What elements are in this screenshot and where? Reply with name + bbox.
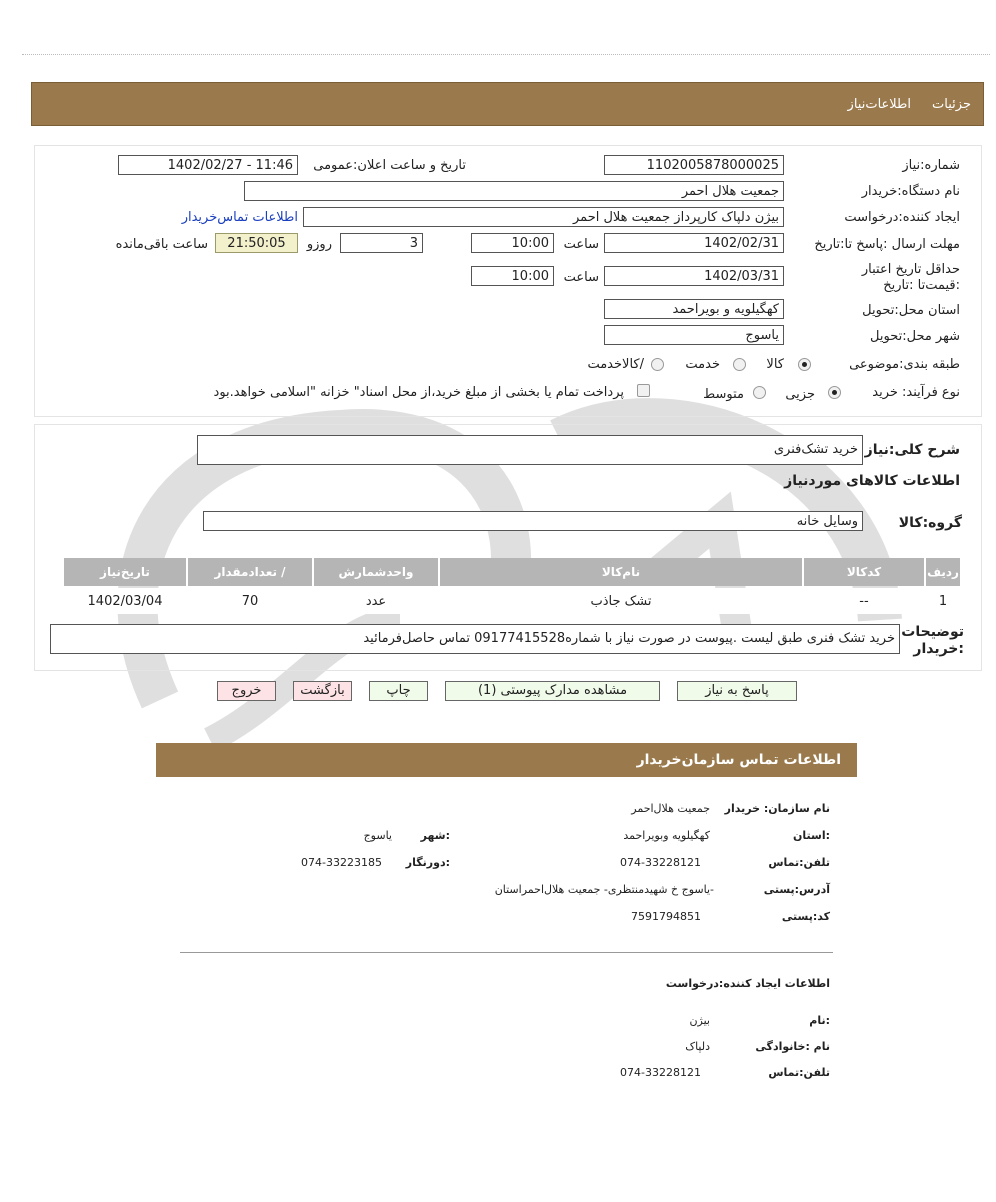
process-medium-radio[interactable] [753, 386, 766, 399]
requester-name-label: :نام [809, 1014, 830, 1027]
contact-address-value: -یاسوج خ شهیدمنتظری- جمعیت هلال‌احمراستان [494, 883, 714, 896]
requester-phone-label: تلفن:تماس [768, 1066, 830, 1079]
contact-postal-label: کد:پستی [781, 910, 830, 923]
category-goods-label: کالا [766, 357, 784, 372]
need-number-label: شماره:نیاز [902, 158, 960, 173]
contact-org-label: نام سازمان: خریدار [724, 802, 830, 815]
tab-need-info[interactable]: اطلاعات‌نیاز [847, 97, 911, 112]
validity-label: حداقل تاریخ اعتبار :قیمت‌تا :تاریخ [861, 262, 960, 293]
buyer-org-label: نام دستگاه:خریدار [861, 184, 960, 199]
requester-phone-value: 074-33228121 [620, 1066, 701, 1079]
creator-field: بیژن دلپاک کارپرداز جمعیت هلال احمر [303, 207, 784, 227]
cell-code: -- [804, 588, 924, 614]
need-number-field: 1102005878000025 [604, 155, 784, 175]
goods-table [62, 556, 962, 616]
province-label: استان محل:تحویل [862, 303, 960, 318]
treasury-payment-checkbox[interactable] [637, 384, 650, 397]
back-button[interactable]: بازگشت [293, 681, 352, 701]
exit-button[interactable]: خروج [217, 681, 276, 701]
col-row-header: ردیف [926, 558, 960, 586]
requester-title: اطلاعات ایجاد کننده:درخواست [665, 977, 830, 990]
contact-postal-value: 7591794851 [631, 910, 701, 923]
validity-date-field: 1402/03/31 [604, 266, 784, 286]
contact-province-label: :استان [793, 829, 830, 842]
cell-unit: عدد [314, 588, 438, 614]
contact-phone-label: تلفن:تماس [768, 856, 830, 869]
col-qty-header: / تعدادمقدار [188, 558, 312, 586]
goods-group-label: گروه:کالا [898, 515, 962, 531]
remaining-timer: 21:50:05 [215, 233, 298, 253]
buyer-contact-link[interactable]: اطلاعات تماس‌خریدار [181, 210, 298, 225]
contact-fax-label: :دورنگار [405, 856, 450, 869]
page-header [31, 82, 984, 126]
deadline-time-label: ساعت [563, 237, 599, 252]
deadline-date-field: 1402/02/31 [604, 233, 784, 253]
validity-time-field: 10:00 [471, 266, 554, 286]
top-divider [22, 54, 990, 55]
category-both-label: /کالاخدمت [587, 357, 644, 372]
contact-header [156, 743, 857, 777]
cell-row: 1 [926, 588, 960, 614]
contact-fax-value: 074-33223185 [301, 856, 382, 869]
tab-details[interactable]: جزئیات [932, 97, 971, 112]
col-code-header: کدکالا [804, 558, 924, 586]
contact-address-label: آدرس:پستی [763, 883, 830, 896]
process-partial-radio[interactable] [828, 386, 841, 399]
category-label: طبقه بندی:موضوعی [849, 357, 960, 372]
general-desc-field: خرید تشک‌فنری [197, 435, 863, 465]
deadline-time-field: 10:00 [471, 233, 554, 253]
reply-button[interactable]: پاسخ به نیاز [677, 681, 797, 701]
validity-time-label: ساعت [563, 270, 599, 285]
goods-group-field: وسایل خانه [203, 511, 863, 531]
general-desc-label: شرح کلی:نیاز [864, 442, 960, 458]
col-name-header: نام‌کالا [440, 558, 802, 586]
buyer-notes-field: خرید تشک فنری طبق لیست .پیوست در صورت نیاز با شماره09177415528 تماس حاصل‌فرمائید [50, 624, 900, 654]
city-label: شهر محل:تحویل [870, 329, 960, 344]
creator-label: ایجاد کننده:درخواست [844, 210, 960, 225]
deadline-label: مهلت ارسال :پاسخ تا:تاریخ [814, 237, 960, 252]
cell-qty: 70 [188, 588, 312, 614]
view-attachments-button[interactable]: مشاهده مدارک پیوستی (1) [445, 681, 660, 701]
days-label: روزو [306, 237, 332, 252]
announce-field: 1402/02/27 - 11:46 [118, 155, 298, 175]
category-service-label: خدمت [685, 357, 720, 372]
col-date-header: تاریخ‌نیاز [64, 558, 186, 586]
category-both-radio[interactable] [651, 358, 664, 371]
print-button[interactable]: چاپ [369, 681, 428, 701]
buyer-notes-label: توضیحات :خریدار [901, 624, 964, 657]
cell-date: 1402/03/04 [64, 588, 186, 614]
col-unit-header: واحدشمارش [314, 558, 438, 586]
goods-info-heading: اطلاعات کالاهای موردنیاز [784, 473, 960, 489]
section-divider [180, 952, 833, 953]
province-field: کهگیلویه و بویراحمد [604, 299, 784, 319]
treasury-payment-note: پرداخت تمام یا بخشی از مبلغ خرید،از محل اسناد" خزانه "اسلامی خواهد.بود [213, 385, 624, 400]
process-partial-label: جزیی [785, 387, 815, 402]
days-field: 3 [340, 233, 423, 253]
announce-label: تاریخ و ساعت اعلان:عمومی [313, 158, 466, 173]
process-medium-label: متوسط [703, 387, 744, 402]
contact-province-value: کهگیلویه وبویراحمد [623, 829, 710, 842]
contact-phone-value: 074-33228121 [620, 856, 701, 869]
cell-name: تشک جاذب [440, 588, 802, 614]
city-field: یاسوج [604, 325, 784, 345]
buyer-org-field: جمعیت هلال احمر [244, 181, 784, 201]
contact-city-value: یاسوج [363, 829, 392, 842]
table-header-row [64, 558, 960, 586]
table-row [64, 588, 960, 614]
process-label: نوع فرآیند: خرید [872, 385, 960, 400]
category-goods-radio[interactable] [798, 358, 811, 371]
contact-org-value: جمعیت هلال‌احمر [631, 802, 710, 815]
requester-family-value: دلپاک [685, 1040, 710, 1053]
contact-city-label: :شهر [420, 829, 450, 842]
category-service-radio[interactable] [733, 358, 746, 371]
requester-family-label: نام :خانوادگی [755, 1040, 830, 1053]
remaining-label: ساعت باقی‌مانده [115, 237, 208, 252]
requester-name-value: بیژن [689, 1014, 710, 1027]
contact-title: اطلاعات تماس سازمان‌خریدار [636, 752, 841, 768]
